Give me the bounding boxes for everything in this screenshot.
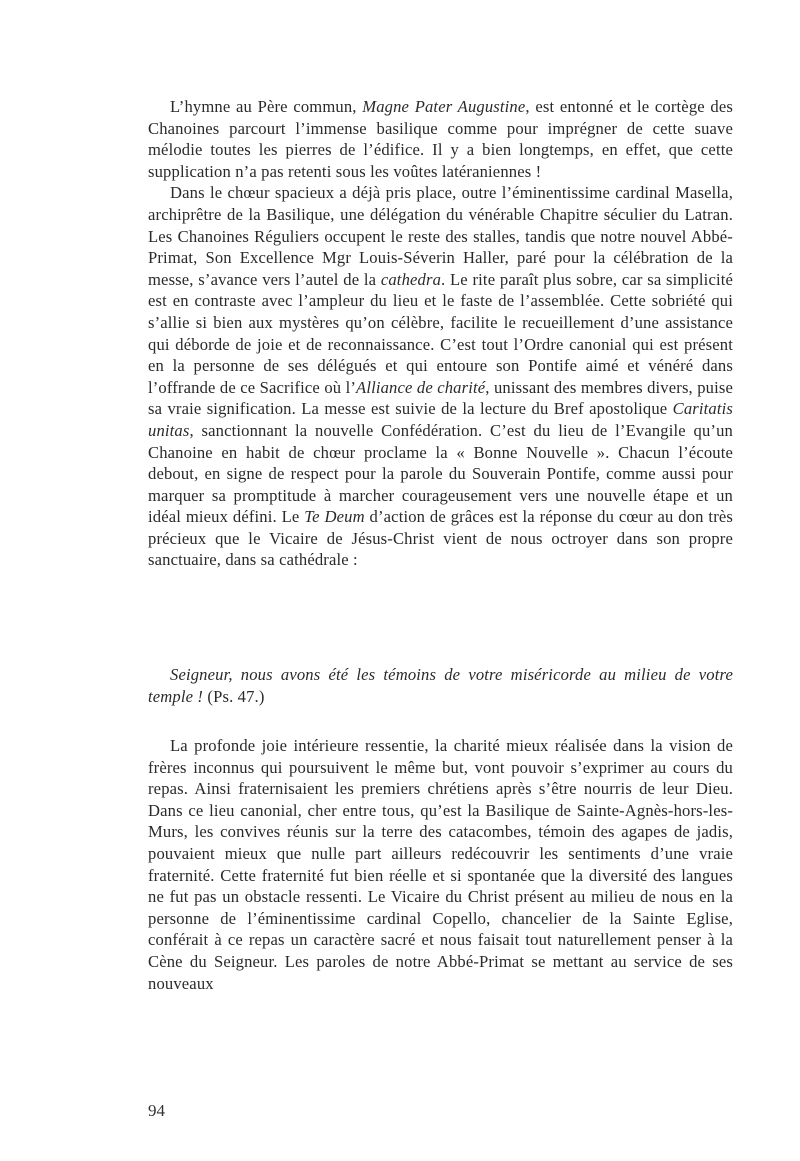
main-text-bottom [148, 735, 733, 994]
main-text-top [148, 96, 733, 571]
paragraph-choir: Dans le chœur spacieux a déjà pris place, outre l’éminentissime cardinal Masella, archiprêtre de la Basilique, une délégation du vénérable Chapitre séculier du Latran. Les Chanoines Réguliers occupent le reste des stalles, tandis que notre nouvel Abbé-Primat, Son Excellence Mgr Louis-Séverin Haller, paré pour la célébration de la messe, s’avance vers l’autel de la cathedra. Le rite paraît plus sobre, car sa simplicité est en contraste avec l’ampleur du lieu et le faste de l’assemblée. Cette sobriété qui s’allie si bien aux mystères qu’on célèbre, facilite le recueillement d’une assistance qui déborde de joie et de reconnaissance. C’est tout l’Ordre canonial qui est présent en la personne de ses délégués et qui entoure son Pontife aimé et vénéré dans l’offrande de ce Sacrifice où l’Alliance de charité, unissant des membres divers, puise sa vraie signification. La messe est suivie de la lecture du Bref apostolique Caritatis unitas, sanctionnant la nouvelle Confédération. C’est du lieu de l’Evangile qu’un Chanoine en habit de chœur proclame la « Bonne Nouvelle ». Chacun l’écoute debout, en signe de respect pour la parole du Souverain Pontife, comme aussi pour marquer sa promptitude à marcher courageusement vers une nouvelle étape et un idéal mieux défini. Le Te Deum d’action de grâces est la réponse du cœur au don très précieux que le Vicaire de Jésus-Christ vient de nous octroyer dans son propre sanctuaire, dans sa cathédrale : [148, 183, 733, 570]
term-cathedra: cathedra [380, 269, 442, 289]
psalm-reference: (Ps. 47.) [203, 686, 265, 706]
term-alliance: Alliance de charité [356, 377, 486, 397]
paragraph-hymn: L’hymne au Père commun, Magne Pater Augustine, est entonné et le cortège des Chanoines parcourt l’immense basilique comme pour imprégner de cette suave mélodie toutes les pierres de l’édifice. Il y a bien longtemps, en effet, que cette supplication n’a pas retenti sous les voûtes latéraniennes ! [148, 97, 733, 181]
term-caritatis: Caritatis unitas [148, 399, 733, 440]
psalm-quote: Seigneur, nous avons été les témoins de votre miséricorde au milieu de votre temple ! (Ps. 47.) [148, 665, 733, 706]
psalm-quote-block [148, 664, 733, 707]
page-number: 94 [148, 1101, 165, 1120]
hymn-title: Magne Pater Augustine [362, 97, 526, 116]
term-te-deum: Te Deum [304, 507, 365, 527]
paragraph-meal: La profonde joie intérieure ressentie, la charité mieux réalisée dans la vision de frères inconnus qui poursuivent le même but, vont pouvoir s’exprimer au cours du repas. Ainsi fraternisaient les premiers chrétiens après s’être nourris de leur Dieu. Dans ce lieu canonial, cher entre tous, qu’est la Basilique de Sainte-Agnès-hors-les-Murs, les convives réunis sur la terre des catacombes, témoin des agapes de jadis, pouvaient mieux que nulle part ailleurs redécouvrir les sentiments d’une vraie fraternité. Cette fraternité fut bien réelle et si spontanée que la diversité des langues ne fut pas un obstacle ressenti. Le Vicaire du Christ présent au milieu de nous en la personne de l’éminentissime cardinal Copello, chancelier de la Sainte Eglise, conférait à ce repas un caractère sacré et nous faisait tout naturellement penser à la Cène du Seigneur. Les paroles de notre Abbé-Primat se mettant au service de ses nouveaux [148, 736, 733, 993]
